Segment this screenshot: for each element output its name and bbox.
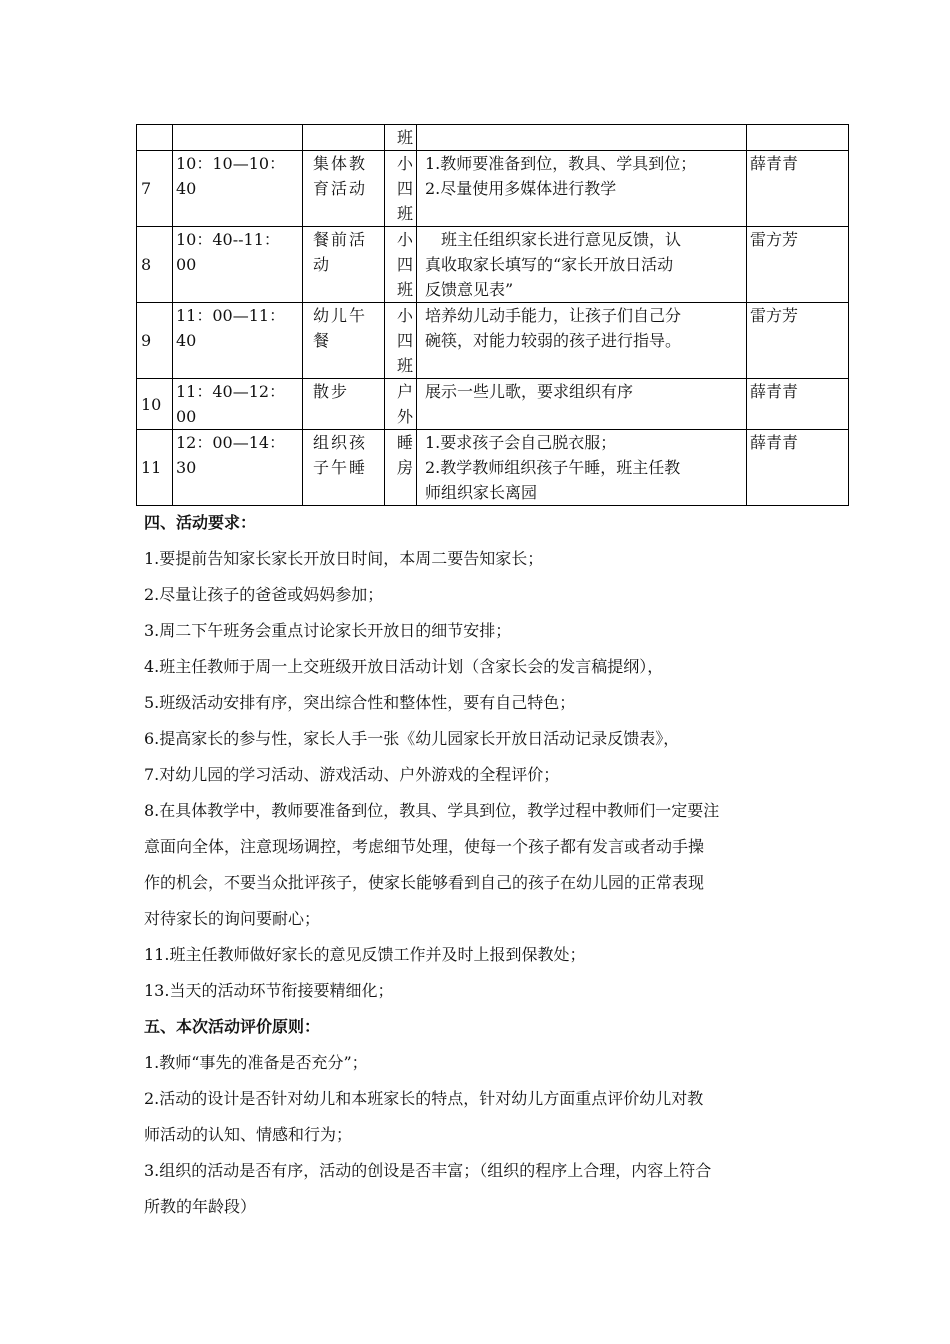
row-number: 11	[137, 430, 173, 506]
requirement-line: 6.提高家长的参与性，家长人手一张《幼儿园家长开放日活动记录反馈表》，	[144, 729, 680, 748]
content-cell-line: 班主任组织家长进行意见反馈，认	[425, 230, 682, 249]
activity-cell-line: 散步	[313, 382, 350, 401]
row-number: 7	[137, 151, 173, 227]
activity-cell-line: 育活动	[313, 179, 368, 198]
time-cell	[173, 430, 303, 506]
time-cell-line: 11：40—12：	[176, 382, 286, 401]
requirement-line: 11.班主任教师做好家长的意见反馈工作并及时上报到保教处；	[144, 945, 586, 964]
place-cell	[385, 430, 417, 506]
row-number: 9	[137, 303, 173, 379]
schedule-row	[137, 303, 849, 379]
activity-cell-line: 组织孩	[313, 433, 368, 452]
requirement-line: 4.班主任教师于周一上交班级开放日活动计划（含家长会的发言稿提纲），	[144, 657, 664, 676]
time-cell-line: 40	[176, 179, 197, 198]
schedule-row	[137, 430, 849, 506]
activity-cell	[303, 303, 385, 379]
content-cell-line: 反馈意见表”	[425, 280, 514, 299]
evaluation-line: 3.组织的活动是否有序，活动的创设是否丰富；（组织的程序上合理，内容上符合	[144, 1161, 712, 1180]
content-cell-line: 碗筷，对能力较弱的孩子进行指导。	[425, 331, 682, 350]
time-cell	[173, 125, 303, 151]
schedule-row	[137, 151, 849, 227]
activity-cell	[303, 125, 385, 151]
content-cell	[417, 379, 747, 430]
activity-cell-line: 动	[313, 255, 332, 274]
person-cell: 薛青青	[747, 430, 849, 506]
activity-cell-line: 餐前活	[313, 230, 368, 249]
place-cell-line: 四	[397, 331, 414, 350]
content-cell	[417, 303, 747, 379]
requirement-line: 8.在具体教学中，教师要准备到位，教具、学具到位，教学过程中教师们一定要注	[144, 801, 720, 820]
content-cell-line: 1.教师要准备到位，教具、学具到位；	[425, 154, 697, 173]
time-cell-line: 30	[176, 458, 197, 477]
activity-cell-line: 集体教	[313, 154, 368, 173]
place-cell-line: 班	[397, 204, 414, 223]
place-cell-line: 班	[397, 280, 414, 299]
time-cell	[173, 151, 303, 227]
place-cell-line: 小	[397, 306, 414, 325]
requirement-line: 13.当天的活动环节衔接要精细化；	[144, 981, 394, 1000]
place-cell-line: 户	[397, 382, 414, 401]
content-cell-line: 展示一些儿歌，要求组织有序	[425, 382, 634, 401]
place-cell-line: 小	[397, 154, 414, 173]
schedule-row	[137, 227, 849, 303]
schedule-row	[137, 125, 849, 151]
row-number: 10	[137, 379, 173, 430]
place-cell-line: 外	[397, 407, 414, 426]
person-cell: 薛青青	[747, 379, 849, 430]
time-cell-line: 10：10—10：	[176, 154, 286, 173]
content-cell	[417, 151, 747, 227]
place-cell-line: 睡	[397, 433, 414, 452]
time-cell	[173, 379, 303, 430]
place-cell-line: 小	[397, 230, 414, 249]
time-cell-line: 10：40--11：	[176, 230, 280, 249]
place-cell-line: 班	[397, 356, 414, 375]
person-cell: 雷方芳	[747, 303, 849, 379]
person-cell	[747, 125, 849, 151]
requirement-line: 作的机会，不要当众批评孩子，使家长能够看到自己的孩子在幼儿园的正常表现	[144, 873, 705, 892]
section-4-heading: 四、活动要求：	[144, 513, 257, 532]
place-cell-line: 房	[397, 458, 414, 477]
requirement-line: 对待家长的询问要耐心；	[144, 909, 321, 928]
time-cell-line: 00	[176, 255, 197, 274]
activity-cell	[303, 227, 385, 303]
time-cell	[173, 227, 303, 303]
content-cell	[417, 430, 747, 506]
content-cell-line: 2.尽量使用多媒体进行教学	[425, 179, 617, 198]
place-cell	[385, 125, 417, 151]
schedule-table	[136, 124, 849, 506]
content-cell	[417, 125, 747, 151]
activity-cell	[303, 379, 385, 430]
time-cell	[173, 303, 303, 379]
content-cell-line: 1.要求孩子会自己脱衣服；	[425, 433, 617, 452]
activity-cell	[303, 151, 385, 227]
schedule-body	[137, 125, 849, 506]
requirement-line: 1.要提前告知家长家长开放日时间，本周二要告知家长；	[144, 549, 544, 568]
place-cell-line: 四	[397, 255, 414, 274]
evaluation-line: 1.教师“事先的准备是否充分”；	[144, 1053, 368, 1072]
person-cell: 薛青青	[747, 151, 849, 227]
row-number: 8	[137, 227, 173, 303]
time-cell-line: 11：00—11：	[176, 306, 286, 325]
requirement-line: 7.对幼儿园的学习活动、游戏活动、户外游戏的全程评价；	[144, 765, 560, 784]
evaluation-line: 师活动的认知、情感和行为；	[144, 1125, 353, 1144]
time-cell-line: 12：00—14：	[176, 433, 286, 452]
requirement-line: 5.班级活动安排有序，突出综合性和整体性，要有自己特色；	[144, 693, 576, 712]
requirement-line: 2.尽量让孩子的爸爸或妈妈参加；	[144, 585, 384, 604]
place-cell	[385, 303, 417, 379]
activity-cell-line: 餐	[313, 331, 332, 350]
requirement-line: 3.周二下午班务会重点讨论家长开放日的细节安排；	[144, 621, 512, 640]
row-number	[137, 125, 173, 151]
requirement-line: 意面向全体，注意现场调控，考虑细节处理，使每一个孩子都有发言或者动手操	[144, 837, 705, 856]
activity-cell	[303, 430, 385, 506]
place-cell	[385, 151, 417, 227]
activity-cell-line: 幼儿午	[313, 306, 368, 325]
content-cell-line: 2.教学教师组织孩子午睡，班主任教	[425, 458, 681, 477]
section-5-heading: 五、本次活动评价原则：	[144, 1017, 321, 1036]
content-cell	[417, 227, 747, 303]
evaluation-line: 所教的年龄段）	[144, 1197, 257, 1216]
place-cell-line: 班	[397, 128, 414, 147]
place-cell-line: 四	[397, 179, 414, 198]
person-cell: 雷方芳	[747, 227, 849, 303]
content-cell-line: 师组织家长离园	[425, 483, 538, 502]
section-4	[144, 505, 824, 1225]
activity-cell-line: 子午睡	[313, 458, 368, 477]
schedule-row	[137, 379, 849, 430]
place-cell	[385, 227, 417, 303]
time-cell-line: 00	[176, 407, 197, 426]
place-cell	[385, 379, 417, 430]
evaluation-line: 2.活动的设计是否针对幼儿和本班家长的特点，针对幼儿方面重点评价幼儿对教	[144, 1089, 704, 1108]
time-cell-line: 40	[176, 331, 197, 350]
content-cell-line: 真收取家长填写的“家长开放日活动	[425, 255, 674, 274]
content-cell-line: 培养幼儿动手能力，让孩子们自己分	[425, 306, 682, 325]
